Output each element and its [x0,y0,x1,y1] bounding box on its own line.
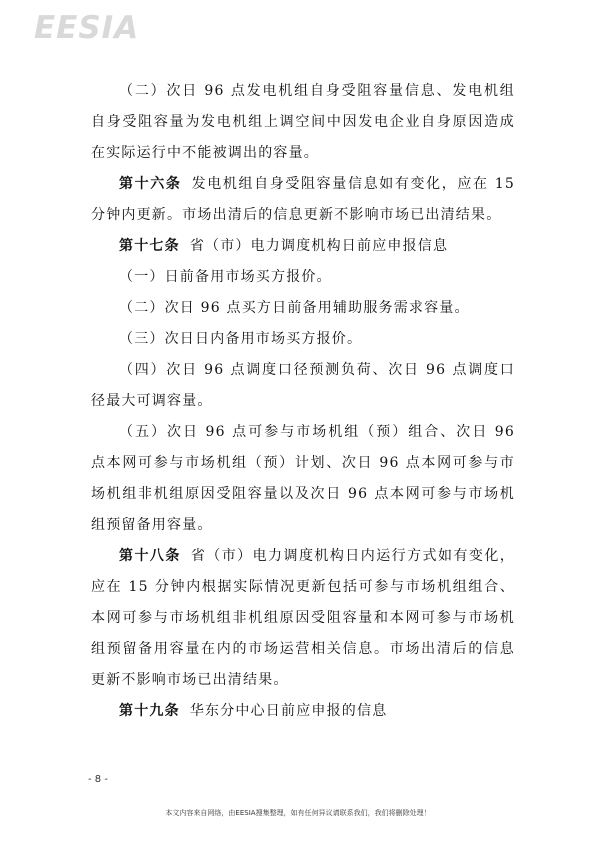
paragraph-2-item [91,76,515,169]
paragraph-text: （四）次日 96 点调度口径预测负荷、次日 96 点调度口径最大可调容量。 [91,362,515,409]
paragraph-text: （三）次日日内备用市场买方报价。 [119,331,363,347]
paragraph-text: （二）次日 96 点买方日前备用辅助服务需求容量。 [119,300,470,316]
list-item-5 [91,417,515,541]
article-heading: 第十九条 [119,703,180,719]
list-item-3 [91,324,515,355]
eesia-logo: EESIA [34,10,140,46]
article-heading: 第十七条 [119,238,180,254]
footer-disclaimer: 本文内容来自网络，由EESIA搜集整理，如有任何异议请联系我们，我们将删除处理！ [165,809,431,817]
paragraph-text: 省（市）电力调度机构日前应申报信息 [189,238,449,254]
document-body [91,76,515,727]
list-item-2 [91,293,515,324]
article-heading: 第十六条 [119,176,182,192]
paragraph-text: （二）次日 96 点发电机组自身受阻容量信息、发电机组自身受阻容量为发电机组上调空间中因发电企业自身原因造成在实际运行中不能被调出的容量。 [91,83,515,161]
paragraph-text: 省（市）电力调度机构日内运行方式如有变化，应在 15 分钟内根据实际情况更新包括可参与市场机组组合、本网可参与市场机组非机组原因受阻容量和本网可参与市场机组预留备用容量在内的市场运营相关信息。市场出清后的信息更新不影响市场已出清结果。 [91,548,515,688]
list-item-4 [91,355,515,417]
paragraph-text: （一）日前备用市场买方报价。 [119,269,332,285]
article-16 [91,169,515,231]
article-19 [91,696,515,727]
page-number: - 8 - [88,774,108,785]
article-17 [91,231,515,262]
paragraph-text: （五）次日 96 点可参与市场机组（预）组合、次日 96 点本网可参与市场机组（预）计划、次日 96 点本网可参与市场机组非机组原因受阻容量以及次日 96 点本网可参与市场机组预留备用容量。 [91,424,515,533]
article-heading: 第十八条 [119,548,181,564]
paragraph-text: 华东分中心日前应申报的信息 [189,703,388,719]
article-18 [91,541,515,696]
paragraph-text: 发电机组自身受阻容量信息如有变化，应在 15 分钟内更新。市场出清后的信息更新不影响市场已出清结果。 [91,176,515,223]
list-item-1 [91,262,515,293]
